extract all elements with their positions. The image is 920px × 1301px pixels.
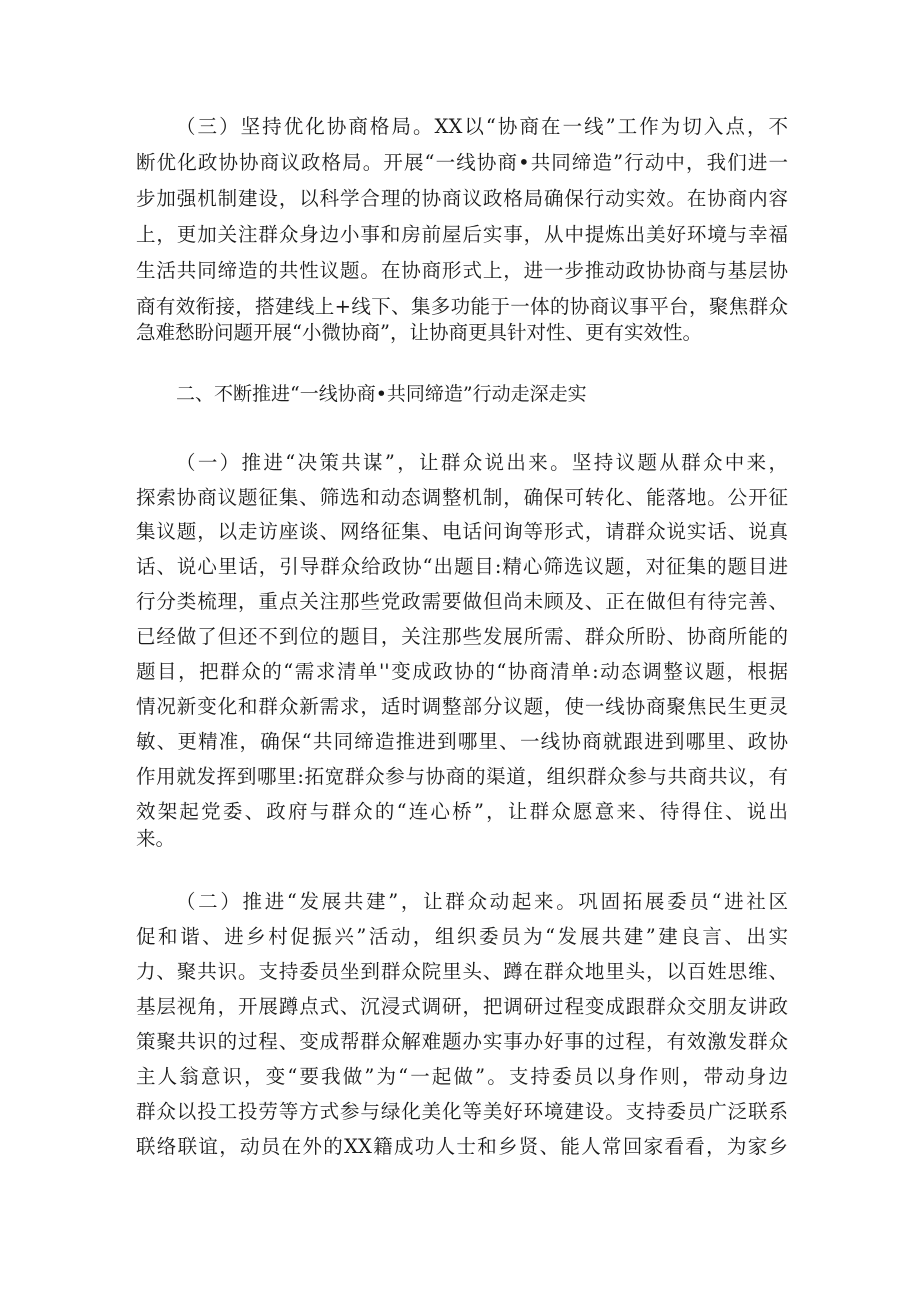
paragraph-2-line-6: 主人翁意识，变“要我做”为“一起做”。支持委员以身作则，带动身边	[136, 1065, 788, 1088]
paragraph-2-line-7: 群众以投工投劳等方式参与绿化美化等美好环境建设。支持委员广泛联系	[136, 1100, 788, 1123]
paragraph-3-line-6: 商有效衔接，搭建线上+线下、集多功能于一体的协商议事平台，聚焦群众	[136, 295, 788, 318]
paragraph-3-line-5: 生活共同缔造的共性议题。在协商形式上，进一步推动政协协商与基层协	[136, 259, 788, 282]
paragraph-1-line-1: （一）推进“决策共谋”，让群众说出来。坚持议题从群众中来，	[176, 451, 788, 474]
paragraph-1-line-12: 来。	[136, 827, 176, 850]
paragraph-2-line-4: 基层视角，开展蹲点式、沉浸式调研，把调研过程变成跟群众交朋友讲政	[136, 995, 788, 1018]
paragraph-2-line-1: （二）推进“发展共建”，让群众动起来。巩固拓展委员“进社区	[176, 890, 788, 913]
paragraph-2-line-2: 促和谐、进乡村促振兴”活动，组织委员为“发展共建”建良言、出实	[136, 925, 788, 948]
paragraph-1-line-11: 效架起党委、政府与群众的“连心桥”，让群众愿意来、待得住、说出	[136, 800, 788, 823]
paragraph-3-line-4: 上，更加关注群众身边小事和房前屋后实事，从中提炼出美好环境与幸福	[136, 223, 788, 246]
paragraph-1-line-2: 探索协商议题征集、筛选和动态调整机制，确保可转化、能落地。公开征	[136, 486, 788, 509]
paragraph-1-line-3: 集议题，以走访座谈、网络征集、电话问询等形式，请群众说实话、说真	[136, 520, 788, 543]
section-heading: 二、不断推进“一线协商•共同缔造”行动走深走实	[176, 383, 587, 405]
paragraph-3-line-1: （三）坚持优化协商格局。XX以“协商在一线”工作为切入点，不	[176, 115, 788, 138]
paragraph-2-line-3: 力、聚共识。支持委员坐到群众院里头、蹲在群众地里头，以百姓思维、	[136, 960, 788, 983]
paragraph-3-line-2: 断优化政协协商议政格局。开展“一线协商•共同缔造”行动中，我们进一	[136, 151, 788, 174]
paragraph-2-line-8: 联络联谊，动员在外的XX籍成功人士和乡贤、能人常回家看看，为家乡	[136, 1135, 788, 1158]
paragraph-1-line-7: 题目，把群众的“需求清单''变成政协的“协商清单:动态调整议题，根据	[136, 660, 788, 683]
paragraph-1-line-6: 已经做了但还不到位的题目，关注那些发展所需、群众所盼、协商所能的	[136, 625, 788, 648]
paragraph-1-line-8: 情况新变化和群众新需求，适时调整部分议题，使一线协商聚焦民生更灵	[136, 695, 788, 718]
paragraph-1-line-10: 作用就发挥到哪里:拓宽群众参与协商的渠道，组织群众参与共商共议，有	[136, 765, 788, 788]
paragraph-1-line-5: 行分类梳理，重点关注那些党政需要做但尚未顾及、正在做但有待完善、	[136, 590, 788, 613]
paragraph-1-line-4: 话、说心里话，引导群众给政协“出题目:精心筛选议题，对征集的题目进	[136, 555, 788, 578]
paragraph-3-line-7: 急难愁盼问题开展“小微协商”，让协商更具针对性、更有实效性。	[136, 321, 702, 344]
paragraph-1-line-9: 敏、更精准，确保“共同缔造推进到哪里、一线协商就跟进到哪里、政协	[136, 730, 788, 753]
paragraph-2-line-5: 策聚共识的过程、变成帮群众解难题办实事办好事的过程，有效激发群众	[136, 1030, 788, 1053]
paragraph-3-line-3: 步加强机制建设，以科学合理的协商议政格局确保行动实效。在协商内容	[136, 187, 788, 210]
